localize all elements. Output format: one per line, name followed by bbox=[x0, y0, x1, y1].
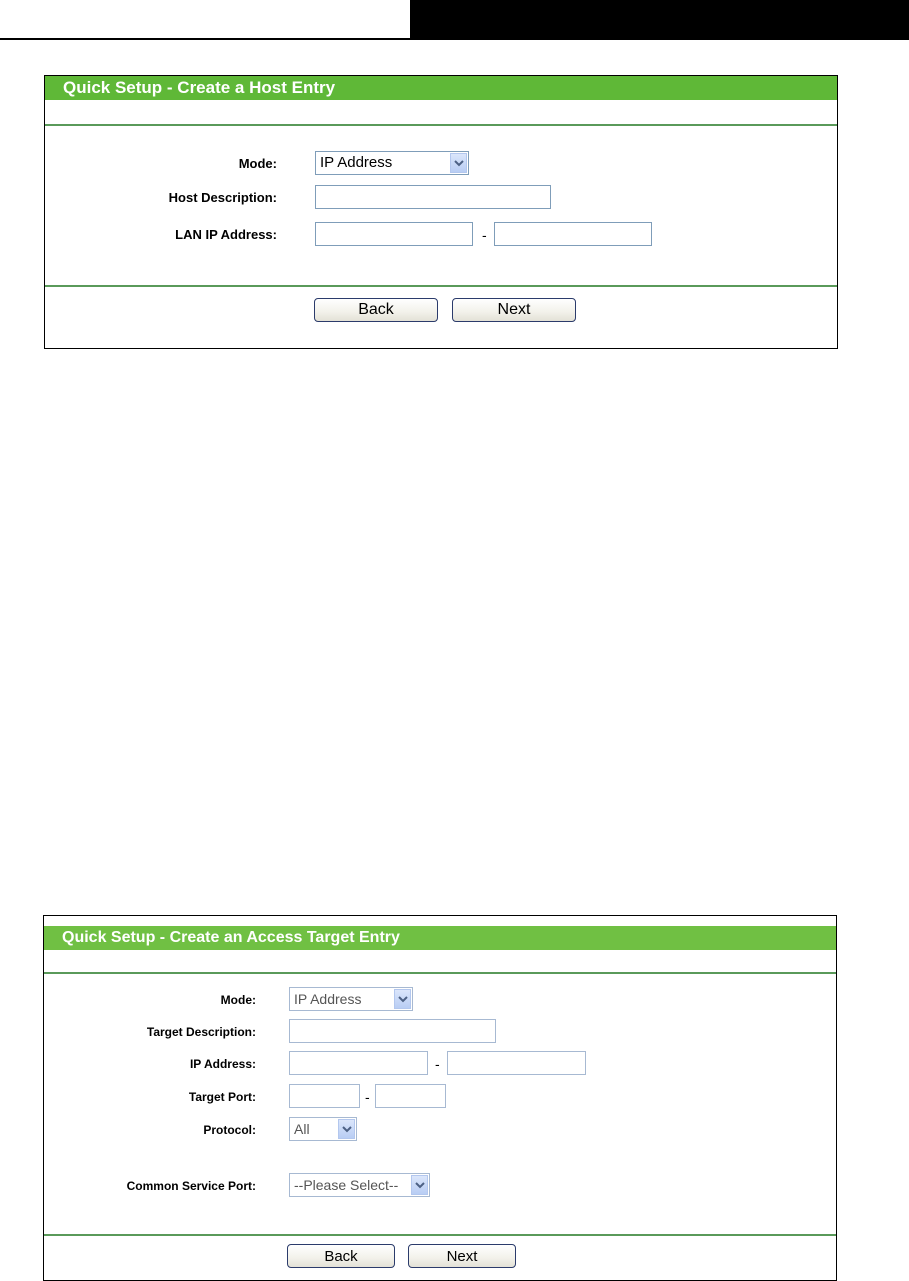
target-ip-label: IP Address: bbox=[189, 1057, 256, 1071]
chevron-down-icon[interactable] bbox=[338, 1119, 355, 1139]
target-ip-row bbox=[44, 1051, 836, 1077]
host-description-row bbox=[45, 185, 837, 211]
common-service-port-select[interactable] bbox=[289, 1173, 430, 1197]
common-service-port-label: Common Service Port: bbox=[126, 1179, 256, 1193]
target-mode-row bbox=[44, 987, 836, 1013]
common-service-port-row bbox=[44, 1173, 836, 1199]
host-entry-title: Quick Setup - Create a Host Entry bbox=[45, 76, 837, 100]
target-description-label: Target Description: bbox=[146, 1025, 256, 1039]
target-port-separator: - bbox=[365, 1089, 370, 1105]
mode-select[interactable] bbox=[315, 151, 469, 175]
target-entry-spacer bbox=[44, 950, 836, 974]
page-header-left bbox=[0, 0, 410, 40]
target-port-end-input[interactable] bbox=[375, 1084, 446, 1108]
chevron-down-icon[interactable] bbox=[411, 1175, 428, 1195]
chevron-down-icon[interactable] bbox=[394, 989, 411, 1009]
lan-ip-start-input[interactable] bbox=[315, 222, 473, 246]
target-entry-footer bbox=[44, 1234, 836, 1281]
target-ip-separator: - bbox=[435, 1056, 440, 1072]
host-description-input[interactable] bbox=[315, 185, 551, 209]
target-mode-select-value: IP Address bbox=[294, 991, 362, 1007]
next-button[interactable]: Next bbox=[452, 298, 576, 322]
lan-ip-row bbox=[45, 222, 837, 248]
host-entry-spacer bbox=[45, 100, 837, 126]
page-header-right bbox=[410, 0, 909, 40]
host-entry-panel bbox=[44, 75, 838, 349]
target-entry-title: Quick Setup - Create an Access Target Entry bbox=[44, 926, 836, 950]
protocol-select[interactable] bbox=[289, 1117, 357, 1141]
chevron-down-icon[interactable] bbox=[450, 153, 467, 173]
protocol-row bbox=[44, 1117, 836, 1143]
ip-range-separator: - bbox=[482, 227, 487, 243]
target-mode-select[interactable] bbox=[289, 987, 413, 1011]
target-ip-end-input[interactable] bbox=[447, 1051, 586, 1075]
host-entry-footer bbox=[45, 285, 837, 349]
lan-ip-end-input[interactable] bbox=[494, 222, 652, 246]
lan-ip-label: LAN IP Address: bbox=[175, 227, 277, 242]
back-button[interactable]: Back bbox=[314, 298, 438, 322]
mode-row bbox=[45, 151, 837, 177]
target-entry-panel bbox=[43, 915, 837, 1281]
target-port-label: Target Port: bbox=[188, 1090, 256, 1104]
target-description-row bbox=[44, 1019, 836, 1045]
protocol-label: Protocol: bbox=[203, 1123, 256, 1137]
target-port-start-input[interactable] bbox=[289, 1084, 360, 1108]
mode-select-value: IP Address bbox=[320, 154, 393, 171]
mode-label: Mode: bbox=[238, 156, 277, 171]
target-port-row bbox=[44, 1084, 836, 1110]
host-description-label: Host Description: bbox=[168, 190, 277, 205]
target-mode-label: Mode: bbox=[220, 993, 256, 1007]
target-next-button[interactable]: Next bbox=[408, 1244, 516, 1268]
target-ip-start-input[interactable] bbox=[289, 1051, 428, 1075]
protocol-select-value: All bbox=[294, 1121, 310, 1137]
target-back-button[interactable]: Back bbox=[287, 1244, 395, 1268]
common-service-port-value: --Please Select-- bbox=[294, 1177, 399, 1193]
target-description-input[interactable] bbox=[289, 1019, 496, 1043]
